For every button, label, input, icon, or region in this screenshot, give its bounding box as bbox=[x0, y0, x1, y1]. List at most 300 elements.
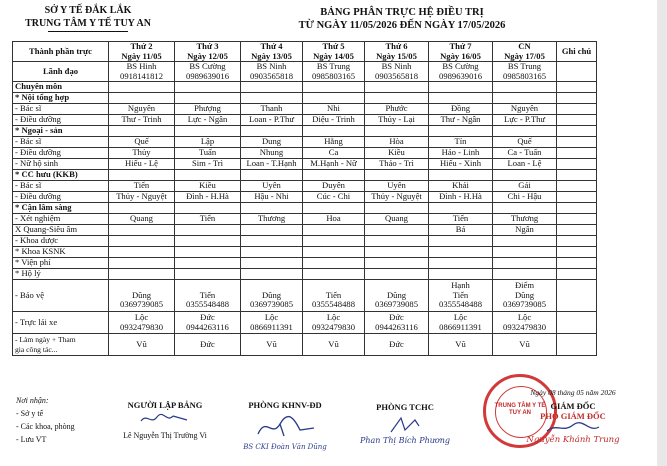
cell-line: BS Trung bbox=[507, 61, 542, 71]
roster-cell: Uyên bbox=[241, 181, 303, 192]
recipient-item: - Sở y tế bbox=[16, 409, 44, 418]
roster-cell bbox=[493, 236, 557, 247]
empty-cell bbox=[241, 93, 303, 104]
roster-cell: Gái bbox=[493, 181, 557, 192]
cell-line: BS Trung bbox=[316, 61, 351, 71]
roster-cell: Kiều bbox=[365, 148, 429, 159]
overtime-cell: Vũ bbox=[429, 334, 493, 356]
empty-cell bbox=[109, 126, 175, 137]
empty-cell bbox=[241, 82, 303, 93]
note-cell bbox=[557, 258, 597, 269]
stamp-text: TRUNG TÂM Y TẾ TUY AN bbox=[494, 403, 546, 416]
roster-cell: Hòa bbox=[365, 137, 429, 148]
cell-line: 0903565818 bbox=[250, 70, 293, 81]
overtime-cell: Đức bbox=[175, 334, 241, 356]
leader-row bbox=[13, 62, 597, 82]
cell-line: gia công tác... bbox=[15, 344, 58, 354]
cell-line: Thứ 6 bbox=[385, 41, 408, 51]
cell-line: 0369739085 bbox=[120, 299, 163, 309]
roster-row bbox=[13, 214, 597, 225]
empty-cell bbox=[493, 82, 557, 93]
cell-line: Đức bbox=[389, 312, 404, 322]
cell-line: 0989639016 bbox=[186, 70, 229, 81]
roster-cell: Ca bbox=[303, 148, 365, 159]
roster-cell: Nguyên bbox=[493, 104, 557, 115]
roster-cell: Lực - Ngân bbox=[175, 115, 241, 126]
roster-cell: Sim - Trì bbox=[175, 159, 241, 170]
empty-cell bbox=[175, 82, 241, 93]
note-cell bbox=[557, 148, 597, 159]
director-name: Nguyễn Khánh Trung bbox=[526, 435, 620, 445]
roster-cell: Nhi bbox=[303, 104, 365, 115]
cell-line: 0932479830 bbox=[503, 321, 546, 332]
row-label: - Bảo vệ bbox=[13, 280, 109, 312]
roster-row bbox=[13, 258, 597, 269]
roster-cell bbox=[241, 247, 303, 258]
roster-cell bbox=[241, 258, 303, 269]
document-title-block bbox=[252, 6, 552, 32]
security-cell bbox=[429, 280, 493, 312]
empty-cell bbox=[429, 82, 493, 93]
khnv-title: PHÒNG KHNV-ĐD bbox=[248, 400, 322, 410]
driver-row bbox=[13, 312, 597, 334]
empty-cell bbox=[557, 126, 597, 137]
roster-cell: Nguyên bbox=[109, 104, 175, 115]
roster-cell bbox=[241, 225, 303, 236]
security-cell bbox=[365, 280, 429, 312]
khnv-name: BS CKI Đoàn Văn Dũng bbox=[243, 443, 327, 451]
roster-cell: Phượng bbox=[175, 104, 241, 115]
roster-cell: Quang bbox=[365, 214, 429, 225]
khnv-block bbox=[230, 400, 340, 452]
note-cell bbox=[557, 159, 597, 170]
empty-cell bbox=[109, 170, 175, 181]
roster-cell: Cúc - Chi bbox=[303, 192, 365, 203]
cell-line: Thứ 5 bbox=[322, 41, 345, 51]
cell-line: 0989639016 bbox=[439, 70, 482, 81]
roster-cell: Kiều bbox=[175, 181, 241, 192]
security-cell bbox=[303, 280, 365, 312]
day-header bbox=[493, 42, 557, 62]
roster-cell bbox=[109, 258, 175, 269]
khnv-signature bbox=[250, 412, 320, 442]
day-header bbox=[365, 42, 429, 62]
roster-cell: Thảo - Trì bbox=[365, 159, 429, 170]
roster-cell bbox=[429, 236, 493, 247]
note-cell bbox=[557, 334, 597, 356]
row-label: - Trực lái xe bbox=[13, 312, 109, 334]
empty-cell bbox=[109, 203, 175, 214]
roster-cell: Bá bbox=[429, 225, 493, 236]
roster-cell bbox=[175, 236, 241, 247]
cell-line: Tiến bbox=[452, 289, 469, 300]
empty-cell bbox=[557, 82, 597, 93]
cell-line: Ngày 16/05 bbox=[440, 50, 481, 61]
roster-row bbox=[13, 236, 597, 247]
roster-cell: Tiến bbox=[109, 181, 175, 192]
director-block bbox=[498, 388, 648, 445]
empty-cell bbox=[429, 203, 493, 214]
expertise-label: Chuyên môn bbox=[13, 82, 109, 93]
empty-cell bbox=[303, 93, 365, 104]
roster-cell: Diệu - Trinh bbox=[303, 115, 365, 126]
duty-table bbox=[12, 41, 597, 356]
cell-line: 0369739085 bbox=[503, 299, 546, 310]
roster-row bbox=[13, 115, 597, 126]
leader-cell bbox=[175, 62, 241, 82]
cell-line: Đức bbox=[200, 312, 215, 322]
cell-line: Ngày 17/05 bbox=[504, 50, 545, 61]
roster-cell bbox=[175, 258, 241, 269]
leader-cell bbox=[303, 62, 365, 82]
empty-cell bbox=[557, 203, 597, 214]
cell-line: Ngày 12/05 bbox=[187, 50, 228, 61]
roster-cell: Thư - Trinh bbox=[109, 115, 175, 126]
leader-cell bbox=[493, 62, 557, 82]
driver-cell bbox=[109, 312, 175, 334]
org-line-2: TRUNG TÂM Y TẾ TUY AN bbox=[25, 18, 151, 29]
roster-row bbox=[13, 181, 597, 192]
column-header-note: Ghi chú bbox=[557, 42, 597, 62]
cell-line: 0918141812 bbox=[120, 70, 163, 81]
cell-line: Thứ 4 bbox=[260, 41, 283, 51]
row-label: - Nữ hộ sinh bbox=[13, 159, 109, 170]
empty-cell bbox=[429, 170, 493, 181]
note-cell bbox=[557, 104, 597, 115]
empty-cell bbox=[557, 93, 597, 104]
cell-line: Hạnh bbox=[451, 280, 470, 291]
roster-cell: Hiếu - Lệ bbox=[109, 159, 175, 170]
roster-cell bbox=[493, 247, 557, 258]
roster-cell: Tiến bbox=[429, 214, 493, 225]
roster-cell bbox=[109, 269, 175, 280]
cell-line: 0355548488 bbox=[439, 299, 482, 310]
cell-line: Tiến bbox=[199, 289, 216, 300]
roster-cell: Lực - P.Thư bbox=[493, 115, 557, 126]
cell-line: CN bbox=[518, 41, 531, 51]
roster-cell bbox=[303, 247, 365, 258]
roster-cell bbox=[109, 247, 175, 258]
roster-cell: Tuấn bbox=[175, 148, 241, 159]
cell-line: Lộc bbox=[326, 312, 341, 322]
driver-cell bbox=[175, 312, 241, 334]
cell-line: Dũng bbox=[386, 289, 407, 300]
cell-line: 0985803165 bbox=[312, 70, 355, 81]
empty-cell bbox=[175, 93, 241, 104]
note-cell bbox=[557, 214, 597, 225]
empty-cell bbox=[241, 203, 303, 214]
cell-line: Dũng bbox=[131, 289, 152, 300]
section-title: * Cận lâm sàng bbox=[13, 203, 109, 214]
cell-line: 0355548488 bbox=[312, 299, 355, 309]
note-cell bbox=[557, 225, 597, 236]
note-cell bbox=[557, 236, 597, 247]
empty-cell bbox=[241, 170, 303, 181]
row-label: X Quang-Siêu âm bbox=[13, 225, 109, 236]
empty-cell bbox=[303, 170, 365, 181]
security-cell bbox=[493, 280, 557, 312]
section-title: * CC hưu (KKB) bbox=[13, 170, 109, 181]
cell-line: 0866911391 bbox=[250, 321, 293, 332]
roster-cell: Thủy - Nguyệt bbox=[109, 192, 175, 203]
tchc-block bbox=[345, 402, 465, 446]
roster-cell: Tín bbox=[429, 137, 493, 148]
leader-cell bbox=[365, 62, 429, 82]
section-row bbox=[13, 170, 597, 181]
row-label: - Bác sĩ bbox=[13, 104, 109, 115]
note-cell bbox=[557, 247, 597, 258]
cell-line: Lộc bbox=[517, 312, 532, 322]
roster-row bbox=[13, 269, 597, 280]
roster-cell: Quế bbox=[109, 137, 175, 148]
roster-cell: Khải bbox=[429, 181, 493, 192]
overtime-row bbox=[13, 334, 597, 356]
roster-cell bbox=[365, 225, 429, 236]
roster-cell bbox=[109, 236, 175, 247]
empty-cell bbox=[303, 203, 365, 214]
roster-cell: Thanh bbox=[241, 104, 303, 115]
empty-cell bbox=[303, 126, 365, 137]
leader-cell bbox=[429, 62, 493, 82]
empty-cell bbox=[557, 170, 597, 181]
roster-cell bbox=[303, 258, 365, 269]
cell-line: BS Hinh bbox=[126, 61, 157, 71]
note-cell bbox=[557, 62, 597, 82]
roster-cell: Dung bbox=[241, 137, 303, 148]
preparer-signature bbox=[135, 411, 195, 427]
director-title: GIÁM ĐỐC bbox=[550, 401, 596, 411]
leader-label: Lãnh đạo bbox=[13, 62, 109, 82]
driver-cell bbox=[241, 312, 303, 334]
cell-line: - Làm ngày + Tham bbox=[15, 335, 76, 344]
note-cell bbox=[557, 269, 597, 280]
column-header-section: Thành phần trực bbox=[13, 42, 109, 62]
roster-cell: Hảo - Linh bbox=[429, 148, 493, 159]
section-title: * Ngoại - sản bbox=[13, 126, 109, 137]
roster-cell: Thư - Ngân bbox=[429, 115, 493, 126]
note-cell bbox=[557, 115, 597, 126]
roster-row bbox=[13, 247, 597, 258]
cell-line: BS Ninh bbox=[256, 61, 287, 71]
roster-cell: Thủy bbox=[109, 148, 175, 159]
driver-cell bbox=[303, 312, 365, 334]
expertise-row bbox=[13, 82, 597, 93]
cell-line: Tiến bbox=[325, 289, 342, 300]
roster-row bbox=[13, 225, 597, 236]
cell-line: BS Ninh bbox=[381, 61, 412, 71]
roster-cell: Quang bbox=[109, 214, 175, 225]
overtime-cell: Đức bbox=[365, 334, 429, 356]
roster-cell bbox=[365, 236, 429, 247]
recipients-title: Nơi nhận: bbox=[16, 396, 49, 405]
cell-line: 0903565818 bbox=[375, 70, 418, 81]
signing-date: Ngày 08 tháng 05 năm 2026 bbox=[530, 388, 616, 397]
security-row bbox=[13, 280, 597, 312]
cell-line: Ngày 14/05 bbox=[313, 50, 354, 61]
roster-cell: Chi - Hậu bbox=[493, 192, 557, 203]
note-cell bbox=[557, 192, 597, 203]
row-label: - Điều dưỡng bbox=[13, 148, 109, 159]
roster-cell bbox=[175, 247, 241, 258]
roster-cell bbox=[241, 269, 303, 280]
cell-line: Dũng bbox=[261, 289, 282, 300]
tchc-title: PHÒNG TCHC bbox=[376, 402, 434, 412]
cell-line: BS Cường bbox=[189, 61, 226, 71]
row-label bbox=[13, 334, 109, 356]
empty-cell bbox=[429, 126, 493, 137]
roster-cell: Nhung bbox=[241, 148, 303, 159]
cell-line: 0932479830 bbox=[312, 321, 355, 332]
roster-cell bbox=[365, 247, 429, 258]
roster-cell bbox=[303, 269, 365, 280]
cell-line: 0369739085 bbox=[250, 299, 293, 309]
tchc-name: Phan Thị Bích Phương bbox=[360, 436, 450, 445]
roster-cell: Phước bbox=[365, 104, 429, 115]
preparer-name: Lê Nguyễn Thị Trường Vi bbox=[123, 431, 207, 440]
roster-cell: Đồng bbox=[429, 104, 493, 115]
roster-cell: Duyên bbox=[303, 181, 365, 192]
preparer-title: NGƯỜI LẬP BẢNG bbox=[127, 400, 203, 410]
roster-cell: Loan - P.Thư bbox=[241, 115, 303, 126]
roster-cell bbox=[365, 258, 429, 269]
driver-cell bbox=[365, 312, 429, 334]
row-label: * Hộ lý bbox=[13, 269, 109, 280]
cell-line: Ngày 15/05 bbox=[376, 50, 417, 61]
roster-row bbox=[13, 148, 597, 159]
empty-cell bbox=[493, 170, 557, 181]
cell-line: Thứ 7 bbox=[449, 41, 472, 51]
date-range: TỪ NGÀY 11/05/2026 ĐẾN NGÀY 17/05/2026 bbox=[298, 20, 506, 31]
empty-cell bbox=[493, 93, 557, 104]
roster-cell: Đình - H.Hà bbox=[175, 192, 241, 203]
roster-cell bbox=[303, 225, 365, 236]
roster-row bbox=[13, 159, 597, 170]
note-cell bbox=[557, 280, 597, 312]
roster-cell bbox=[429, 269, 493, 280]
roster-cell: Thủy - Lại bbox=[365, 115, 429, 126]
tchc-signature bbox=[385, 414, 425, 436]
cell-line: Lộc bbox=[453, 312, 468, 322]
roster-cell: Thương bbox=[241, 214, 303, 225]
roster-cell: Hằng bbox=[303, 137, 365, 148]
roster-cell: Hậu - Nhi bbox=[241, 192, 303, 203]
overtime-cell: Vũ bbox=[109, 334, 175, 356]
cell-line: Thứ 3 bbox=[196, 41, 219, 51]
empty-cell bbox=[365, 203, 429, 214]
row-label: - Bác sĩ bbox=[13, 137, 109, 148]
day-header bbox=[241, 42, 303, 62]
overtime-cell: Vũ bbox=[493, 334, 557, 356]
cell-line: BS Cường bbox=[442, 61, 479, 71]
roster-cell bbox=[175, 269, 241, 280]
row-label: - Xét nghiệm bbox=[13, 214, 109, 225]
section-row bbox=[13, 203, 597, 214]
roster-cell: Hoa bbox=[303, 214, 365, 225]
recipient-item: - Các khoa, phòng bbox=[16, 422, 75, 431]
roster-cell bbox=[429, 258, 493, 269]
roster-cell bbox=[429, 247, 493, 258]
director-signature bbox=[543, 421, 603, 435]
roster-cell: Loan - T.Hạnh bbox=[241, 159, 303, 170]
roster-cell: Thủy - Nguyệt bbox=[365, 192, 429, 203]
empty-cell bbox=[109, 93, 175, 104]
cell-line: Dũng bbox=[514, 289, 535, 300]
empty-cell bbox=[303, 82, 365, 93]
cell-line: 0866911391 bbox=[439, 321, 482, 332]
cell-line: Thứ 2 bbox=[130, 41, 153, 51]
section-row bbox=[13, 93, 597, 104]
empty-cell bbox=[493, 203, 557, 214]
day-header bbox=[175, 42, 241, 62]
empty-cell bbox=[365, 82, 429, 93]
cell-line: 0932479830 bbox=[120, 321, 163, 332]
cell-line: 0944263116 bbox=[186, 321, 229, 332]
org-underline bbox=[48, 31, 128, 32]
scan-edge bbox=[657, 0, 667, 466]
roster-cell: Ngân bbox=[493, 225, 557, 236]
org-line-1: SỞ Y TẾ ĐẮK LẮK bbox=[44, 5, 132, 16]
roster-cell bbox=[493, 258, 557, 269]
row-label: - Điều dưỡng bbox=[13, 192, 109, 203]
roster-cell bbox=[493, 269, 557, 280]
document-title: BẢNG PHÂN TRỰC HỆ ĐIỀU TRỊ bbox=[320, 7, 484, 18]
overtime-cell: Vũ bbox=[303, 334, 365, 356]
roster-row bbox=[13, 137, 597, 148]
roster-cell: Thương bbox=[493, 214, 557, 225]
cell-line: Lộc bbox=[264, 312, 279, 322]
row-label: * Viện phí bbox=[13, 258, 109, 269]
cell-line: 0944263116 bbox=[375, 321, 418, 332]
roster-cell: M.Hạnh - Nữ bbox=[303, 159, 365, 170]
driver-cell bbox=[429, 312, 493, 334]
empty-cell bbox=[365, 93, 429, 104]
driver-cell bbox=[493, 312, 557, 334]
roster-cell bbox=[365, 269, 429, 280]
empty-cell bbox=[365, 170, 429, 181]
cell-line: 0369739085 bbox=[375, 299, 418, 309]
empty-cell bbox=[241, 126, 303, 137]
empty-cell bbox=[175, 170, 241, 181]
roster-cell bbox=[175, 225, 241, 236]
roster-cell bbox=[303, 236, 365, 247]
note-cell bbox=[557, 181, 597, 192]
roster-cell: Lập bbox=[175, 137, 241, 148]
overtime-cell: Vũ bbox=[241, 334, 303, 356]
section-row bbox=[13, 126, 597, 137]
day-header bbox=[109, 42, 175, 62]
note-cell bbox=[557, 137, 597, 148]
header-row bbox=[13, 42, 597, 62]
roster-cell bbox=[109, 225, 175, 236]
day-header bbox=[429, 42, 493, 62]
recipient-item: - Lưu VT bbox=[16, 435, 47, 444]
cell-line: Ngày 13/05 bbox=[251, 50, 292, 61]
empty-cell bbox=[429, 93, 493, 104]
leader-cell bbox=[241, 62, 303, 82]
empty-cell bbox=[175, 203, 241, 214]
roster-cell: Quế bbox=[493, 137, 557, 148]
roster-cell: Uyên bbox=[365, 181, 429, 192]
cell-line: Điểm bbox=[514, 280, 535, 291]
preparer-block bbox=[102, 400, 228, 441]
roster-cell: Loan - Lệ bbox=[493, 159, 557, 170]
roster-row bbox=[13, 192, 597, 203]
cell-line: Ngày 11/05 bbox=[121, 50, 162, 61]
section-title: * Nội tổng hợp bbox=[13, 93, 109, 104]
cell-line: 0355548488 bbox=[186, 299, 229, 309]
roster-cell: Hiếu - Xinh bbox=[429, 159, 493, 170]
leader-cell bbox=[109, 62, 175, 82]
